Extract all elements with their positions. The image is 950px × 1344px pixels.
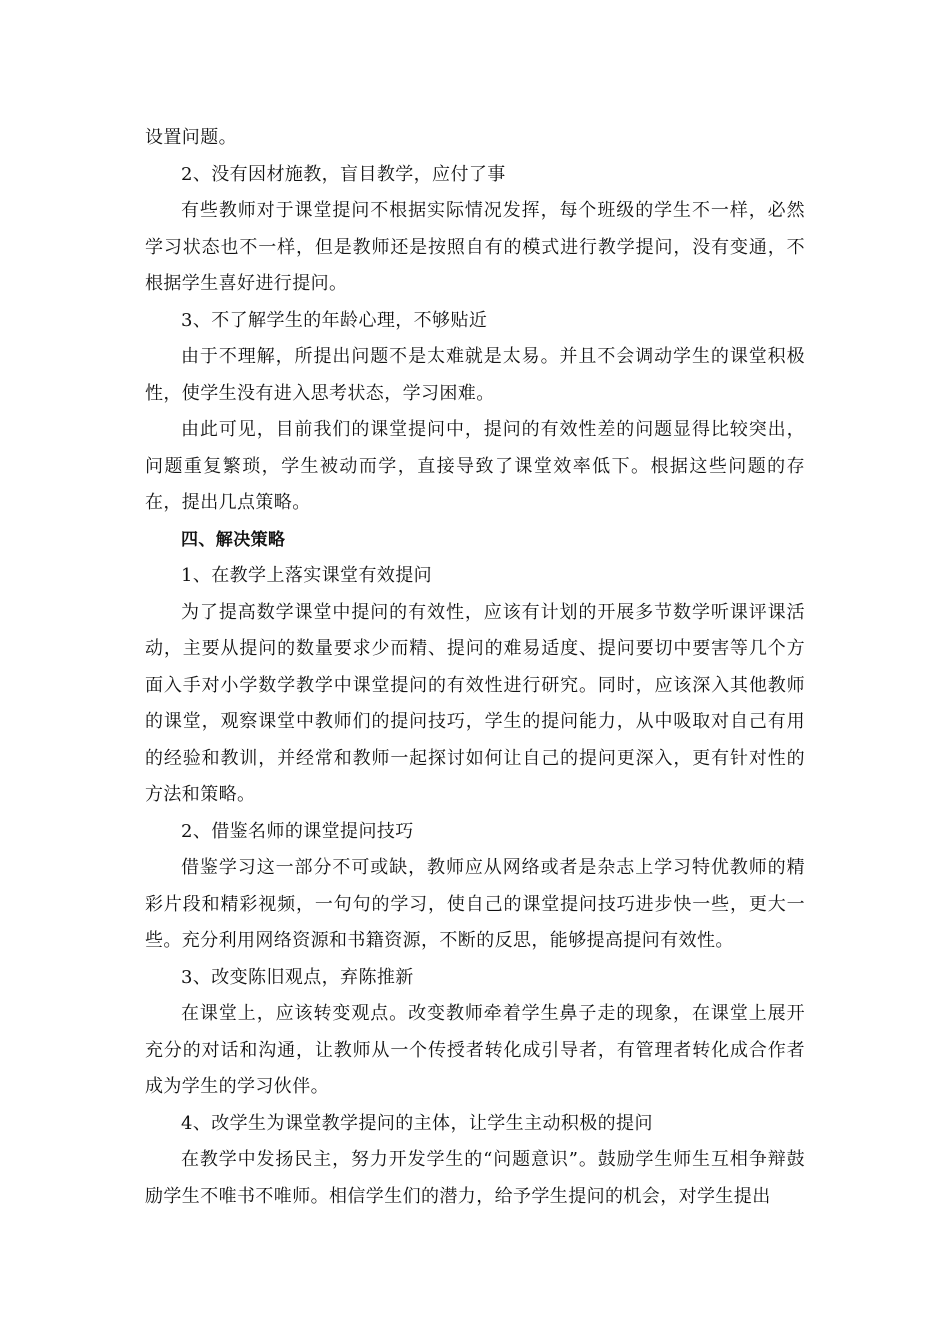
subheading-change-views: 3、改变陈旧观点，弃陈推新 xyxy=(181,966,414,988)
section-heading-strategies: 四、解决策略 xyxy=(181,529,286,550)
paragraph-student-centered: 在教学中发扬民主，努力开发学生的“问题意识”。鼓励学生师生互相争辩鼓励学生不唯书不唯师。相信学生们的潜力，给予学生提问的机会，对学生提出 xyxy=(145,1149,805,1207)
subheading-student-centered: 4、改学生为课堂教学提问的主体，让学生主动积极的提问 xyxy=(181,1112,653,1134)
subheading-effective-questioning: 1、在教学上落实课堂有效提问 xyxy=(181,565,433,586)
paragraph-learn-from-masters: 借鉴学习这一部分不可或缺，教师应从网络或者是杂志上学习特优教师的精彩片段和精彩视频，一句句的学习，使自己的课堂提问技巧进步快一些，更大一些。充分利用网络资源和书籍资源，不断的反思，能够提高提问有效性。 xyxy=(145,857,805,951)
subheading-no-tailored-teaching: 2、没有因材施教，盲目教学，应付了事 xyxy=(181,163,506,185)
paragraph-change-views: 在课堂上，应该转变观点。改变教师牵着学生鼻子走的现象，在课堂上展开充分的对话和沟通，让教师从一个传授者转化成引导者，有管理者转化成合作者成为学生的学习伙伴。 xyxy=(145,1003,805,1097)
paragraph-no-adaptation: 有些教师对于课堂提问不根据实际情况发挥，每个班级的学生不一样，必然学习状态也不一样，但是教师还是按照自有的模式进行教学提问，没有变通，不根据学生喜好进行提问。 xyxy=(145,200,805,294)
paragraph-continuation: 设置问题。 xyxy=(145,127,237,148)
paragraph-summary-problems: 由此可见，目前我们的课堂提问中，提问的有效性差的问题显得比较突出，问题重复繁琐，学生被动而学，直接导致了课堂效率低下。根据这些问题的存在，提出几点策略。 xyxy=(145,419,805,513)
document-body xyxy=(145,120,805,1215)
paragraph-difficulty-level: 由于不理解，所提出问题不是太难就是太易。并且不会调动学生的课堂积极性，使学生没有进入思考状态，学习困难。 xyxy=(145,346,805,404)
paragraph-effective-questioning: 为了提高数学课堂中提问的有效性，应该有计划的开展多节数学听课评课活动，主要从提问的数量要求少而精、提问的难易适度、提问要切中要害等几个方面入手对小学数学教学中课堂提问的有效性进行研究。同时，应该深入其他教师的课堂，观察课堂中教师们的提问技巧，学生的提问能力，从中吸取对自己有用的经验和教训，并经常和教师一起探讨如何让自己的提问更深入，更有针对性的方法和策略。 xyxy=(145,601,805,805)
subheading-learn-from-masters: 2、借鉴名师的课堂提问技巧 xyxy=(181,820,414,842)
subheading-student-psychology: 3、不了解学生的年龄心理，不够贴近 xyxy=(181,309,488,331)
